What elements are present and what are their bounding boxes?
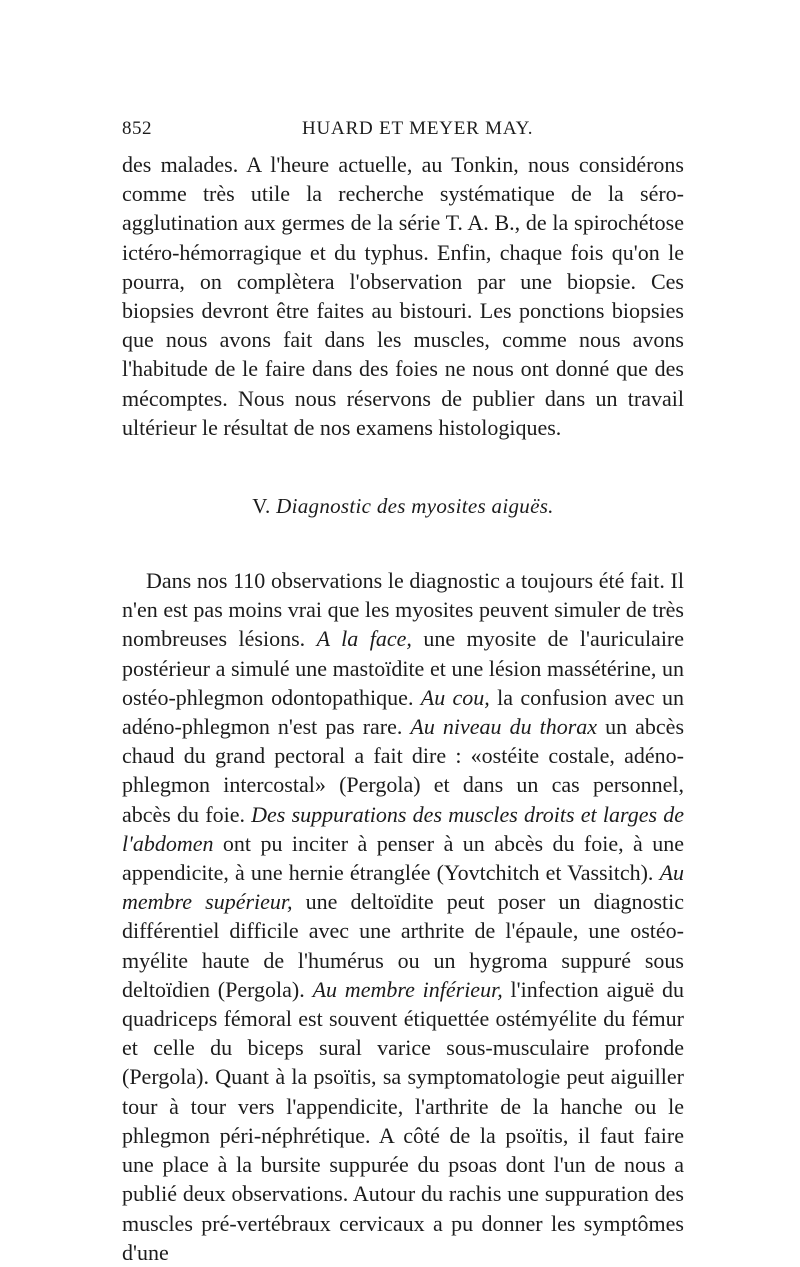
paragraph-biopsies: des malades. A l'heure actuelle, au Tonkin, nous considérons comme très utile la recherche systématique de la séro-agglutination aux germes de la série T. A. B., de la spirochétose ictéro-hémorragique et du typhus. Enfin, chaque fois qu'on le pourra, on complètera l'observation par une biopsie. Ces biopsies devront être faites au bistouri. Les ponctions biopsies que nous avons fait dans les muscles, comme nous avons l'habitude de le faire dans des foies ne nous ont donné que des mécomptes. Nous nous réservons de publier dans un travail ultérieur le résultat de nos examens histologiques.	[122, 152, 684, 440]
text-run: ont pu inciter à penser à un abcès du foie, à une appendicite, à une hernie étranglée (Yovtchitch et Vassitch).	[122, 830, 685, 886]
section-number: V.	[252, 494, 271, 519]
text-run: la confusion avec un adéno-phlegmon n'est pas rare.	[122, 684, 685, 740]
running-title: HUARD ET MEYER MAY.	[302, 118, 534, 139]
paragraph-diagnostic	[122, 566, 684, 1267]
text-run: l'infection aiguë du quadriceps fémoral est souvent étiquettée ostémyélite du fémur et celle du biceps sural varice sous-musculaire profonde (Pergola). Quant à la psoïtis, sa symptomatologie peut aiguiller tour à tour vers l'appendicite, l'arthrite de la hanche ou le phlegmon péri-néphrétique. A côté de la psoïtis, il faut faire une place à la bursite suppurée du psoas dont l'un de nous a publié deux observations. Autour du rachis une suppuration des muscles pré-vertébraux cervicaux a pu donner les symptômes d'une	[122, 976, 685, 1265]
page-number: 852	[122, 118, 152, 139]
section-title: Diagnostic des myosites aiguës.	[276, 494, 554, 519]
section-heading	[122, 494, 684, 524]
italic-run: Au niveau du thorax	[410, 714, 598, 740]
italic-run: Au membre inférieur,	[312, 976, 503, 1002]
text-run: un abcès chaud du grand pectoral a fait dire : «ostéite costale, adéno-phlegmon intercostal» (Pergola) et dans un cas personnel, abcès du foie.	[122, 714, 685, 827]
book-page	[122, 118, 684, 1267]
running-head	[122, 118, 684, 148]
text-run: Dans nos 110 observations le diagnostic a toujours été fait. Il n'en est pas moins vrai que les myosites peuvent simuler de très nombreuses lésions.	[122, 568, 684, 652]
italic-run: A la face,	[316, 626, 412, 652]
italic-run: Des suppurations des muscles droits et larges de l'abdomen	[122, 801, 684, 856]
text-run: une myosite de l'auriculaire postérieur a simulé une mastoïdite et une lésion massétérine, un ostéo-phlegmon odontopathique.	[122, 626, 685, 710]
italic-run: Au cou,	[420, 684, 490, 710]
text-run: une deltoïdite peut poser un diagnostic différentiel difficile avec une arthrite de l'épaule, une ostéo-myélite haute de l'humérus ou un hygroma suppuré sous deltoïdien (Pergola).	[122, 889, 685, 1002]
italic-run: Au membre supérieur,	[122, 860, 685, 915]
